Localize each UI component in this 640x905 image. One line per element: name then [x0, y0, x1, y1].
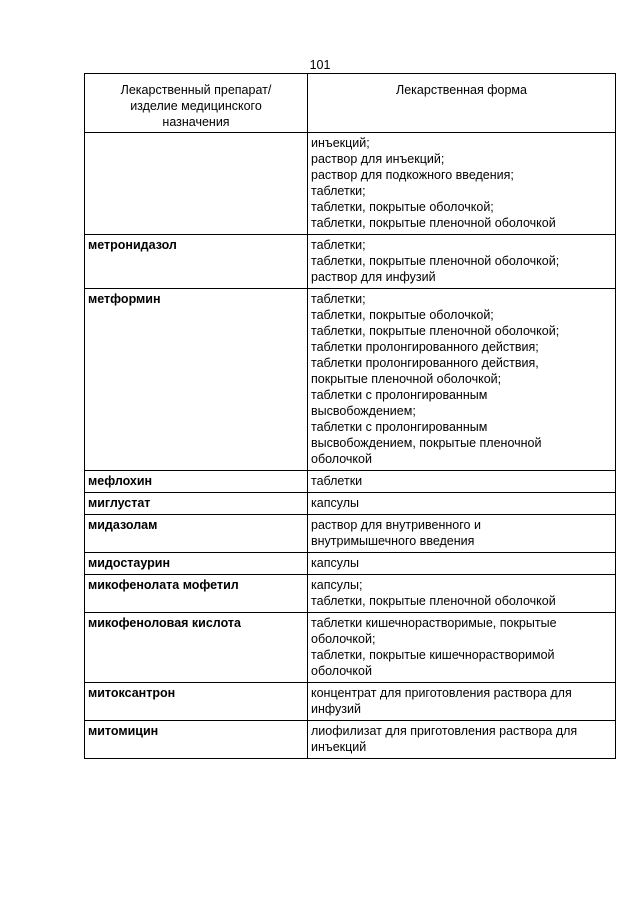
- table-header-row: [85, 74, 616, 133]
- dosage-form-line: раствор для внутривенного и: [311, 518, 481, 532]
- dosage-form-line: таблетки кишечнорастворимые, покрытые: [311, 616, 557, 630]
- table-row: [85, 575, 616, 613]
- dosage-form-line: высвобождением;: [311, 404, 416, 418]
- drug-form-table: [84, 73, 616, 759]
- dosage-form-line: таблетки;: [311, 292, 366, 306]
- dosage-form-cell: [308, 575, 616, 613]
- dosage-form-line: оболочкой;: [311, 632, 376, 646]
- dosage-form-cell: [308, 133, 616, 235]
- dosage-form-line: таблетки;: [311, 238, 366, 252]
- dosage-form-line: оболочкой: [311, 452, 372, 466]
- dosage-form-cell: [308, 471, 616, 493]
- header-drug-name-text: Лекарственный препарат/ изделие медицинского назначения: [120, 83, 272, 129]
- table-row: [85, 683, 616, 721]
- dosage-form-line: инъекций: [311, 740, 367, 754]
- dosage-form-line: таблетки пролонгированного действия;: [311, 340, 539, 354]
- table-row: [85, 133, 616, 235]
- header-dosage-form: [308, 74, 616, 133]
- table-row: [85, 553, 616, 575]
- dosage-form-line: капсулы: [311, 556, 359, 570]
- drug-name-cell: микофенолата мофетил: [85, 575, 308, 613]
- drug-name-cell: мидостаурин: [85, 553, 308, 575]
- table-row: [85, 471, 616, 493]
- dosage-form-cell: [308, 493, 616, 515]
- dosage-form-line: таблетки;: [311, 184, 366, 198]
- table-row: [85, 613, 616, 683]
- table-body: [85, 133, 616, 759]
- dosage-form-cell: [308, 515, 616, 553]
- dosage-form-line: таблетки, покрытые оболочкой;: [311, 200, 494, 214]
- drug-name-cell: [85, 133, 308, 235]
- drug-name-cell: мидазолам: [85, 515, 308, 553]
- dosage-form-line: инфузий: [311, 702, 361, 716]
- dosage-form-line: концентрат для приготовления раствора для: [311, 686, 572, 700]
- dosage-form-line: таблетки, покрытые пленочной оболочкой;: [311, 324, 560, 338]
- dosage-form-line: таблетки, покрытые пленочной оболочкой: [311, 216, 556, 230]
- dosage-form-line: лиофилизат для приготовления раствора для: [311, 724, 578, 738]
- dosage-form-cell: [308, 613, 616, 683]
- dosage-form-cell: [308, 553, 616, 575]
- drug-name-cell: метформин: [85, 289, 308, 471]
- dosage-form-line: инъекций;: [311, 136, 370, 150]
- table-row: [85, 235, 616, 289]
- table-row: [85, 289, 616, 471]
- table-row: [85, 493, 616, 515]
- dosage-form-cell: [308, 235, 616, 289]
- dosage-form-line: таблетки с пролонгированным: [311, 388, 488, 402]
- drug-name-cell: митомицин: [85, 721, 308, 759]
- dosage-form-cell: [308, 289, 616, 471]
- header-drug-name: [85, 74, 308, 133]
- dosage-form-line: капсулы;: [311, 578, 363, 592]
- dosage-form-cell: [308, 683, 616, 721]
- dosage-form-line: капсулы: [311, 496, 359, 510]
- drug-name-cell: митоксантрон: [85, 683, 308, 721]
- page-number: 101: [309, 58, 331, 72]
- dosage-form-line: таблетки с пролонгированным: [311, 420, 488, 434]
- drug-name-cell: метронидазол: [85, 235, 308, 289]
- table-row: [85, 515, 616, 553]
- table-row: [85, 721, 616, 759]
- dosage-form-line: таблетки, покрытые кишечнорастворимой: [311, 648, 555, 662]
- dosage-form-line: таблетки пролонгированного действия,: [311, 356, 539, 370]
- dosage-form-line: раствор для подкожного введения;: [311, 168, 514, 182]
- dosage-form-line: таблетки: [311, 474, 363, 488]
- dosage-form-line: оболочкой: [311, 664, 372, 678]
- dosage-form-cell: [308, 721, 616, 759]
- drug-name-cell: микофеноловая кислота: [85, 613, 308, 683]
- dosage-form-line: высвобождением, покрытые пленочной: [311, 436, 542, 450]
- drug-name-cell: миглустат: [85, 493, 308, 515]
- dosage-form-line: раствор для инфузий: [311, 270, 436, 284]
- drug-name-cell: мефлохин: [85, 471, 308, 493]
- header-dosage-form-text: Лекарственная форма: [396, 83, 527, 97]
- dosage-form-line: раствор для инъекций;: [311, 152, 445, 166]
- dosage-form-line: таблетки, покрытые оболочкой;: [311, 308, 494, 322]
- dosage-form-line: внутримышечного введения: [311, 534, 475, 548]
- dosage-form-line: таблетки, покрытые пленочной оболочкой: [311, 594, 556, 608]
- dosage-form-line: таблетки, покрытые пленочной оболочкой;: [311, 254, 560, 268]
- dosage-form-line: покрытые пленочной оболочкой;: [311, 372, 502, 386]
